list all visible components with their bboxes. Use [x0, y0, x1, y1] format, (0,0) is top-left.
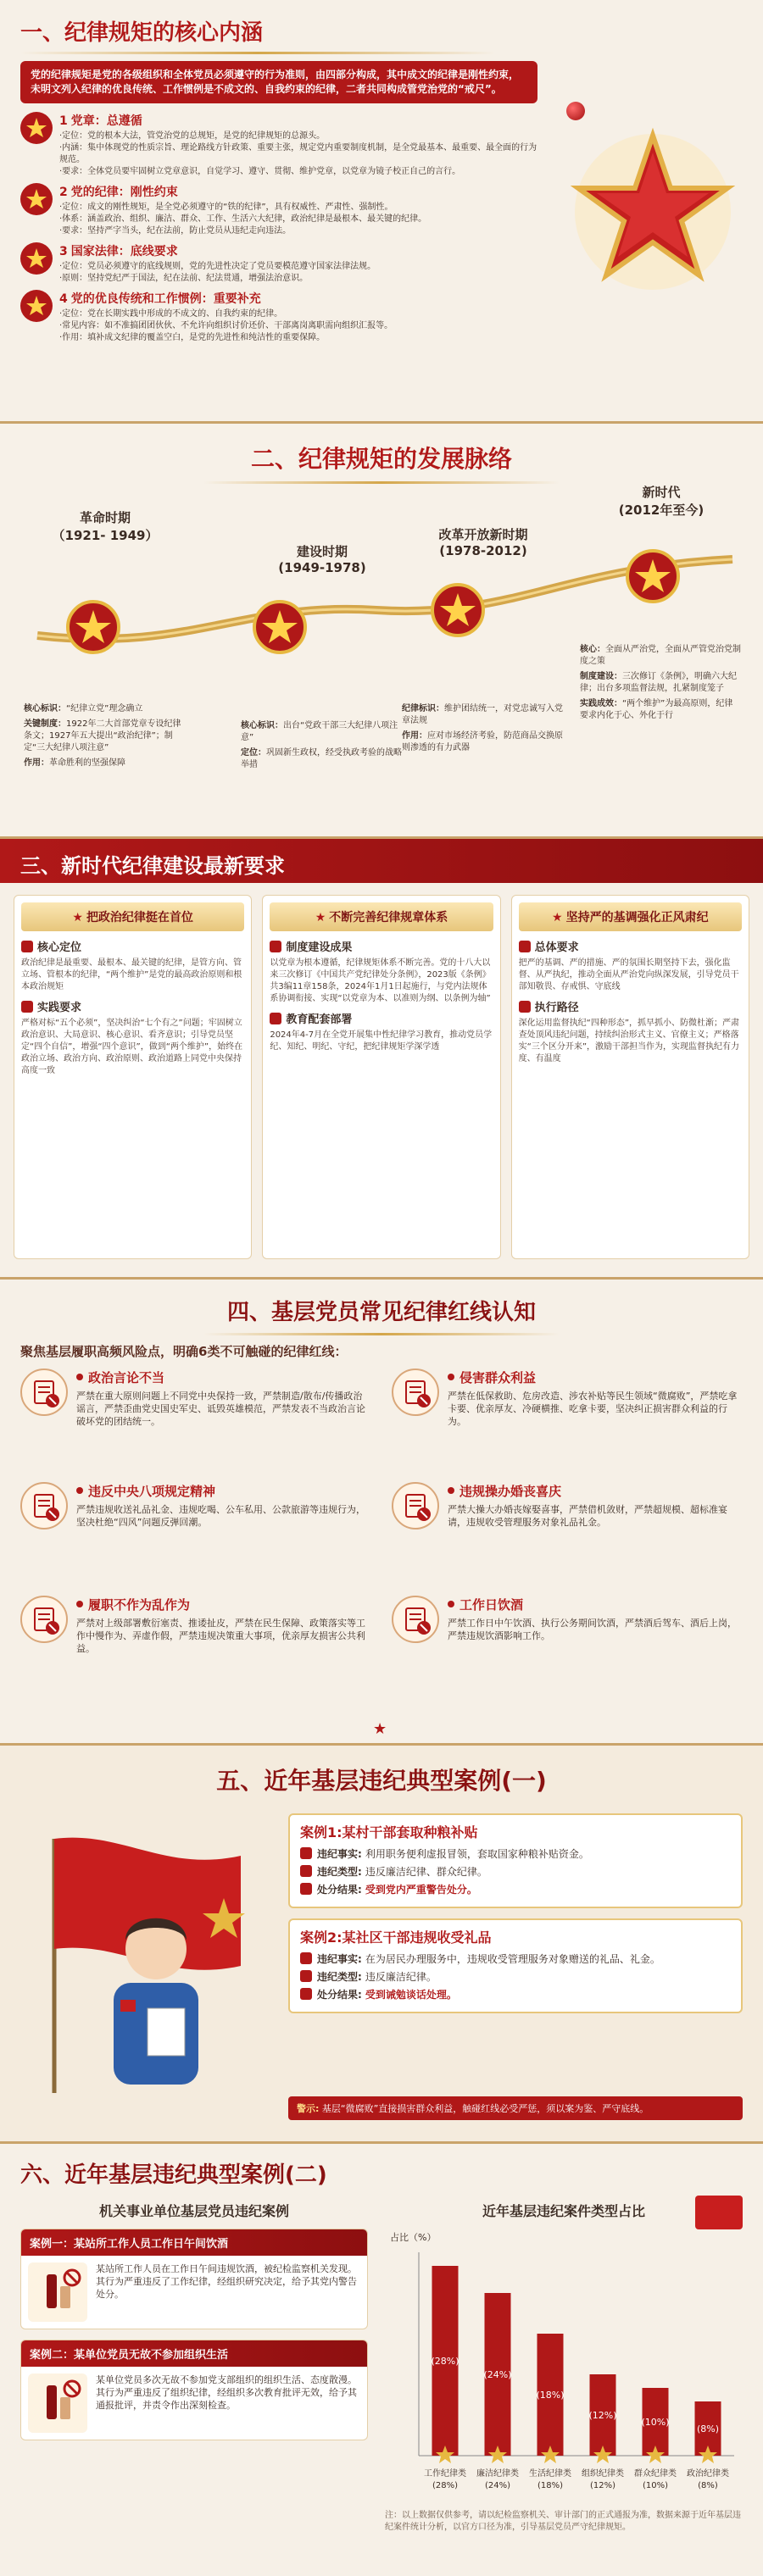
- core-item-line: ·要求：全体党员要牢固树立党章意识，自觉学习、遵守、贯彻、维护党章，以党章为镜子校正自己的言行。: [59, 167, 461, 176]
- block-bullet-icon: [21, 1001, 33, 1013]
- requirement-header: [270, 902, 493, 931]
- section6-right: [385, 2201, 743, 2534]
- period-star-medal-icon: [431, 583, 485, 637]
- chart-value-label: (8%): [696, 2423, 720, 2434]
- unit-case-card: [20, 2340, 368, 2440]
- red-line-text: 严禁在低保救助、危房改造、涉农补贴等民生领域“微腐败”，严禁吃拿卡要、优亲厚友、冷硬横推、吃拿卡要，坚决纠正损害群众利益的行为。: [448, 1391, 738, 1427]
- section3-banner: [0, 839, 763, 883]
- period-body: [580, 644, 741, 725]
- requirement-block-title: [270, 938, 493, 954]
- period-row-text: “纪律立党”理念确立: [66, 704, 143, 713]
- core-item-title: 党章：总遵循: [70, 114, 142, 128]
- section4-subtitle: 聚焦基层履职高频风险点，明确6类不可触碰的纪律红线：: [20, 1344, 348, 1359]
- period-name: 改革开放新时期: [438, 527, 528, 542]
- red-line-title-text: 侵害群众利益: [459, 1370, 537, 1385]
- red-line-body: [76, 1596, 371, 1702]
- case-row-label: 违纪类型:: [317, 1971, 362, 1983]
- requirement-column: [14, 895, 252, 1259]
- period-row-label: 核心标识：: [241, 721, 283, 730]
- chart-category-label: 群众纪律类: [634, 2469, 677, 2479]
- requirement-block-text: 政治纪律是最重要、最根本、最关键的纪律，是管方向、管立场、管根本的纪律，“两个维护”是党的最高政治原则和根本政治规矩: [21, 958, 242, 991]
- chart-category-label: 生活纪律类: [529, 2469, 571, 2479]
- period-star-medal-icon: [253, 600, 307, 654]
- requirement-block-title: [519, 998, 742, 1014]
- red-line-title-text: 违规操办婚丧喜庆: [459, 1484, 562, 1499]
- core-item-title: 党的纪律：刚性约束: [70, 186, 178, 199]
- period-row: [402, 730, 563, 754]
- requirement-header-label: 不断完善纪律规章体系: [329, 911, 448, 924]
- red-dot-icon: [448, 1487, 454, 1494]
- chart-category-label: 工作纪律类: [424, 2469, 466, 2479]
- case-row-text: 利用职务便利虚报冒领，套取国家种粮补贴资金。: [365, 1848, 589, 1860]
- case-row-label: 处分结果:: [317, 1989, 362, 2001]
- section-new-era: [0, 839, 763, 1280]
- requirement-column: [511, 895, 749, 1259]
- core-item: [20, 242, 537, 285]
- section-history: [0, 424, 763, 839]
- case-row: [300, 1864, 731, 1879]
- period-row: [402, 703, 563, 727]
- red-sphere-decor: [566, 102, 585, 120]
- chart-category-label: 政治纪律类: [687, 2469, 729, 2479]
- chart-value-label: (24%): [483, 2369, 512, 2380]
- section5-title: 五、近年基层违纪典型案例(一): [216, 1767, 547, 1795]
- section1-intro: 党的纪律规矩是党的各级组织和全体党员必须遵守的行为准则，由四部分构成，其中成文的纪律是刚性约束，未明文列入纪律的优良传统、工作惯例是不成文的、自我约束的纪律，二者共同构成管党治党的“戒尺”。: [20, 61, 537, 103]
- red-line-grid: [20, 1368, 743, 1709]
- chart-category-value: (10%): [642, 2481, 669, 2490]
- red-line-text: 严禁在重大原则问题上不同党中央保持一致，严禁制造/散布/传播政治谣言，严禁歪曲党史国史军史、诋毁英雄模范，严禁发表不当政治言论破坏党的团结统一。: [76, 1391, 365, 1427]
- core-item-icon: [20, 242, 53, 275]
- case-title: 案例2:某社区干部违规收受礼品: [300, 1929, 492, 1946]
- requirement-header: [519, 902, 742, 931]
- period-row-label: 定位：: [241, 748, 266, 758]
- red-line-title-text: 政治言论不当: [88, 1370, 165, 1385]
- period-row-label: 关键制度：: [24, 719, 66, 729]
- core-item-lines: [59, 261, 376, 285]
- red-line-text: 严禁大操大办婚丧嫁娶喜事，严禁借机敛财，严禁超规模、超标准宴请，违规收受管理服务对象礼品礼金。: [448, 1504, 727, 1528]
- red-line-icon: [20, 1596, 68, 1643]
- chart-category-label: 廉洁纪律类: [476, 2469, 519, 2479]
- section2-header: [20, 441, 743, 484]
- case-row: [300, 1846, 731, 1861]
- core-item: [20, 290, 537, 344]
- chart-value-label: (28%): [431, 2356, 459, 2367]
- chart-category-value: (24%): [484, 2481, 511, 2490]
- red-line-title: [448, 1482, 743, 1500]
- period-years: (1978-2012): [439, 543, 527, 558]
- red-line-title-text: 工作日饮酒: [459, 1597, 524, 1613]
- red-line-title: [448, 1596, 743, 1613]
- case-row-icon: [300, 1952, 312, 1964]
- period-row-text: 1922年二大首部党章专设纪律条文；1927年五大提出“政治纪律”；制定“三大纪律八项注意”: [24, 719, 181, 752]
- chart-category-value: (28%): [432, 2481, 459, 2490]
- period-row-text: 维护团结统一，对党忠诚写入党章法规: [402, 704, 563, 725]
- red-line-icon: [20, 1368, 68, 1416]
- warning-text: 基层“微腐败”直接损害群众利益，触碰红线必受严惩，须以案为鉴、严守底线。: [321, 2103, 649, 2114]
- red-line-item: [20, 1368, 371, 1475]
- red-line-item: [392, 1368, 743, 1475]
- case-row-icon: [300, 1865, 312, 1877]
- period-header: [20, 508, 190, 544]
- requirement-block-text: 严格对标“五个必须”，坚决纠治“七个有之”问题；牢固树立政治意识、大局意识、核心意识、看齐意识；引导党员坚定“四个自信”，增强“四个意识”，做到“两个维护”，始终在政治立场、政治方向、政治原则、政治道路上同党中央保持高度一致: [21, 1019, 243, 1075]
- divider: [203, 481, 560, 484]
- chart-value-label: (12%): [588, 2410, 617, 2421]
- period-name: 建设时期: [296, 544, 348, 559]
- unit-case-icon: [28, 2262, 87, 2322]
- core-item: [20, 183, 537, 237]
- star-icon: ★: [552, 911, 563, 924]
- party-member-illustration: [20, 1822, 275, 2101]
- red-line-text: 严禁对上级部署敷衍塞责、推诿扯皮，严禁在民生保障、政策落实等工作中慢作为、弄虚作假，严禁违规决策重大事项，优亲厚友损害公共利益。: [76, 1618, 365, 1654]
- left-title: 机关事业单位基层党员违纪案例: [98, 2203, 289, 2219]
- section6-title: 六、近年基层违纪典型案例(二): [20, 2162, 327, 2188]
- period-row: [24, 703, 185, 715]
- case-row: [300, 1882, 731, 1896]
- period-years: (1949-1978): [278, 560, 366, 575]
- period-row: [580, 644, 741, 668]
- core-item-line: ·定位：成文的刚性规矩，是全党必须遵守的“铁的纪律”，具有权威性、严肃性、强制性。: [59, 203, 393, 212]
- chart-value-label: (10%): [641, 2417, 670, 2428]
- block-bullet-icon: [270, 1013, 281, 1024]
- period-row-label: 实践成效：: [580, 699, 622, 708]
- red-line-body: [448, 1482, 743, 1589]
- core-item-line: ·定位：党在长期实践中形成的不成文的、自我约束的纪律。: [59, 309, 283, 319]
- chart-category-value: (12%): [589, 2481, 616, 2490]
- chart-category-label: 组织纪律类: [582, 2469, 624, 2479]
- requirement-block-title: [270, 1010, 493, 1026]
- case-row-text: 违反廉洁纪律、群众纪律。: [365, 1866, 487, 1878]
- core-item: [20, 112, 537, 178]
- core-item-line: ·定位：党的根本大法，管党治党的总规矩，是党的纪律规矩的总源头。: [59, 131, 326, 141]
- core-item-num: 4: [59, 292, 68, 306]
- core-item-line: ·要求：坚持严字当头，纪在法前，防止党员从违纪走向违法。: [59, 226, 292, 236]
- star-icon: ★: [315, 911, 326, 924]
- period-row-text: 三次修订《条例》，明确六大纪律；出台多项监督法规，扎紧制度笼子: [580, 672, 737, 693]
- divider: [20, 52, 495, 54]
- core-item-num: 1: [59, 114, 68, 128]
- period-header: [398, 525, 568, 558]
- red-line-body: [76, 1368, 371, 1475]
- core-item-lines: [59, 308, 393, 344]
- period-row-text: “两个维护”为最高原则，纪律要求内化于心、外化于行: [580, 699, 733, 720]
- case-row-text: 违反廉洁纪律。: [365, 1971, 437, 1983]
- period-row-label: 核心：: [580, 645, 605, 654]
- core-item-line: ·定位：党员必须遵守的底线规则，党的先进性决定了党员要模范遵守国家法律法规。: [59, 262, 376, 271]
- case-list: [288, 1813, 743, 2024]
- core-item-num: 2: [59, 186, 68, 199]
- case-row-label: 违纪事实:: [317, 1953, 362, 1965]
- section1-item-list: [20, 112, 537, 344]
- period-star-medal-icon: [626, 549, 680, 603]
- period-star-medal-icon: [66, 600, 120, 654]
- section-cases-1: [0, 1746, 763, 2144]
- unit-case-title: 案例一：某站所工作人员工作日午间饮酒: [21, 2229, 367, 2256]
- period-years: (2012年至今): [618, 502, 705, 518]
- period-row-label: 作用：: [402, 731, 427, 741]
- period-row-label: 纪律标识：: [402, 704, 444, 713]
- period-row-text: 全面从严治党，全面从严管党治党制度之策: [580, 645, 741, 666]
- period-row-text: 巩固新生政权，经受执政考验的战略举措: [241, 748, 402, 769]
- period-name: 革命时期: [79, 510, 131, 525]
- red-line-text: 严禁违规收送礼品礼金、违规吃喝、公车私用、公款旅游等违规行为，坚决杜绝“四风”问题反弹回潮。: [76, 1504, 365, 1528]
- unit-case-card: [20, 2229, 368, 2329]
- core-item-line: ·原则：坚持党纪严于国法，纪在法前、纪法贯通，增强法治意识。: [59, 274, 309, 283]
- case-title: 案例1:某村干部套取种粮补贴: [300, 1824, 478, 1840]
- unit-case-text: 某站所工作人员在工作日午间违规饮酒，被纪检监察机关发现。其行为严重违反了工作纪律，经组织研究决定，给予其党内警告处分。: [96, 2263, 357, 2300]
- core-item-line: ·作用：填补成文纪律的覆盖空白，是党的先进性和纯洁性的重要保障。: [59, 333, 326, 342]
- warning-bar: [288, 2096, 743, 2120]
- red-line-title: [76, 1596, 371, 1613]
- core-item-title: 国家法律：底线要求: [70, 245, 178, 258]
- core-item-icon: [20, 290, 53, 322]
- case-row-label: 违纪事实:: [317, 1848, 362, 1860]
- case-row-icon: [300, 1847, 312, 1859]
- red-line-item: [20, 1482, 371, 1589]
- core-item-lines: [59, 202, 426, 237]
- core-item-icon: [20, 112, 53, 144]
- section3-title: 三、新时代纪律建设最新要求: [20, 854, 285, 878]
- chart-note: 注：以上数据仅供参考，请以纪检监察机关、审计部门的正式通报为准，数据来源于近年基层违纪案件统计分析，以官方口径为准，引导基层党员严守纪律规矩。: [385, 2511, 741, 2532]
- case-row-text: 受到党内严重警告处分。: [365, 1884, 477, 1896]
- case-row-icon: [300, 1970, 312, 1982]
- warning-label: 警示:: [297, 2103, 320, 2114]
- section4-header: [20, 1295, 743, 1335]
- unit-case-row: [21, 2256, 367, 2329]
- red-dot-icon: [448, 1601, 454, 1607]
- section6-left: [20, 2201, 368, 2534]
- core-item-body: [59, 183, 426, 237]
- requirement-block-title: [21, 938, 244, 954]
- requirement-header-label: 坚持严的基调强化正风肃纪: [565, 911, 709, 924]
- case-row-label: 违纪类型:: [317, 1866, 362, 1878]
- red-dot-icon: [76, 1374, 83, 1380]
- requirement-columns: [0, 883, 763, 1271]
- bottom-star-icon: ★: [373, 1720, 387, 1738]
- period-row-text: 革命胜利的坚强保障: [49, 758, 125, 768]
- case-row-label: 处分结果:: [317, 1884, 362, 1896]
- requirement-header: [21, 902, 244, 931]
- period-body: [402, 703, 563, 758]
- period-row: [580, 698, 741, 722]
- red-dot-icon: [76, 1487, 83, 1494]
- period-years: （1921- 1949）: [52, 528, 159, 543]
- case-row-text: 在为居民办理服务中，违规收受管理服务对象赠送的礼品、礼金。: [365, 1953, 660, 1965]
- red-line-text: 严禁工作日中午饮酒、执行公务期间饮酒，严禁酒后驾车、酒后上岗，严禁违规饮酒影响工作。: [448, 1618, 737, 1641]
- block-title-text: 教育配套部署: [286, 1013, 353, 1026]
- block-title-text: 总体要求: [534, 941, 579, 954]
- case-row: [300, 1951, 731, 1966]
- case-row-text: 受到诫勉谈话处理。: [365, 1989, 457, 2001]
- core-item-body: [59, 242, 376, 285]
- unit-case-title: 案例二：某单位党员无故不参加组织生活: [21, 2340, 367, 2367]
- red-line-item: [392, 1482, 743, 1589]
- flag-decor: [695, 2196, 743, 2229]
- block-bullet-icon: [270, 941, 281, 952]
- period-row-label: 核心标识：: [24, 704, 66, 713]
- chart-category-value: (8%): [698, 2481, 718, 2490]
- period-row: [241, 747, 402, 771]
- unit-case-icon: [28, 2373, 87, 2433]
- core-item-line: ·体系：涵盖政治、组织、廉洁、群众、工作、生活六大纪律，政治纪律是最根本、最关键的纪律。: [59, 214, 427, 224]
- red-line-title-text: 违反中央八项规定精神: [88, 1484, 216, 1499]
- unit-case-row: [21, 2367, 367, 2440]
- red-line-title-text: 履职不作为乱作为: [88, 1597, 191, 1613]
- section-core-meaning: [0, 0, 763, 424]
- period-header: [576, 483, 746, 519]
- star-icon: ★: [72, 911, 83, 924]
- red-line-item: [392, 1596, 743, 1702]
- unit-case-text: 某单位党员多次无故不参加党支部组织的组织生活、态度散漫。其行为严重违反了组织纪律，经组织多次教育批评无效，给予其通报批评，并责令作出深刻检查。: [96, 2374, 357, 2411]
- block-title-text: 执行路径: [534, 1002, 579, 1014]
- section2-title: 二、纪律规矩的发展脉络: [250, 445, 512, 473]
- section-red-lines: [0, 1280, 763, 1746]
- section4-title: 四、基层党员常见纪律红线认知: [226, 1300, 536, 1325]
- period-row-text: 应对市场经济考验，防范商品交换原则渗透的有力武器: [402, 731, 563, 752]
- red-dot-icon: [76, 1601, 83, 1607]
- core-item-line: ·内涵：集中体现党的性质宗旨、理论路线方针政策、重要主张，规定党内重要制度机制，是全党最基本、最重要、最全面的行为规范。: [59, 143, 537, 164]
- core-item-num: 3: [59, 245, 68, 258]
- red-star-emblem-icon: [568, 127, 738, 297]
- chart-title: 近年基层违纪案件类型占比: [482, 2203, 645, 2219]
- unit-case-list: [20, 2229, 368, 2440]
- red-line-icon: [392, 1482, 439, 1530]
- period-row: [24, 719, 185, 754]
- red-line-body: [448, 1596, 743, 1702]
- chart-category-value: (18%): [537, 2481, 564, 2490]
- period-body: [241, 720, 402, 774]
- core-item-title: 党的优良传统和工作惯例：重要补充: [70, 292, 261, 306]
- section6-body: [20, 2201, 743, 2534]
- period-row-label: 制度建设：: [580, 672, 622, 681]
- section1-title: 一、纪律规矩的核心内涵: [20, 20, 264, 46]
- core-item-icon: [20, 183, 53, 215]
- red-line-icon: [392, 1368, 439, 1416]
- block-bullet-icon: [519, 1001, 531, 1013]
- requirement-block-title: [21, 998, 244, 1014]
- core-item-body: [59, 290, 393, 344]
- case-row: [300, 1969, 731, 1984]
- block-title-text: 实践要求: [37, 1002, 82, 1014]
- core-item-body: [59, 112, 537, 178]
- red-dot-icon: [448, 1374, 454, 1380]
- red-line-icon: [392, 1596, 439, 1643]
- requirement-block-text: 2024年4-7月在全党开展集中性纪律学习教育，推动党员学纪、知纪、明纪、守纪，把纪律规矩学深学透: [270, 1030, 493, 1052]
- core-item-lines: [59, 130, 537, 178]
- divider: [203, 1333, 560, 1335]
- period-body: [24, 703, 185, 773]
- requirement-column: [262, 895, 500, 1259]
- period-header: [237, 542, 407, 575]
- requirement-block-title: [519, 938, 742, 954]
- red-line-body: [76, 1482, 371, 1589]
- chart-ylabel: 占比（%）: [390, 2232, 437, 2243]
- period-row-text: 出台“党政干部三大纪律八项注意”: [241, 721, 398, 742]
- period-row: [241, 720, 402, 744]
- requirement-block-text: 以党章为根本遵循，纪律规矩体系不断完善。党的十八大以来三次修订《中国共产党纪律处分条例》，2023版《条例》共3编11章158条，2024年1月1日起施行，与党内法规体系协调衔接、实现“以党章为本、以准则为纲、以条例为轴”: [270, 958, 491, 1003]
- block-title-text: 核心定位: [37, 941, 82, 954]
- period-name: 新时代: [642, 485, 681, 500]
- red-line-title: [448, 1368, 743, 1386]
- case-card: [288, 1918, 743, 2013]
- case-card: [288, 1813, 743, 1908]
- red-line-body: [448, 1368, 743, 1475]
- case-row: [300, 1987, 731, 2001]
- requirement-header-label: 把政治纪律挺在首位: [86, 911, 193, 924]
- requirement-block-text: 把严的基调、严的措施、严的氛围长期坚持下去，强化监督、从严执纪，推动全面从严治党向纵深发展，引导党员干部知敬畏、存戒惧、守底线: [518, 958, 739, 991]
- requirement-block-text: 深化运用监督执纪“四种形态”，抓早抓小、防微杜渐；严肃查处顶风违纪问题，持续纠治形式主义、官僚主义；严格落实“三个区分开来”，激励干部担当作为，实现监督执纪有力度、有温度: [518, 1019, 740, 1063]
- core-item-line: ·常见内容：如不准搞团团伙伙、不允许向组织讨价还价、干部离岗离职需向组织汇报等。: [59, 321, 393, 330]
- red-line-icon: [20, 1482, 68, 1530]
- block-bullet-icon: [21, 941, 33, 952]
- block-title-text: 制度建设成果: [286, 941, 353, 954]
- red-line-title: [76, 1368, 371, 1386]
- chart-value-label: (18%): [536, 2390, 565, 2401]
- section-cases-2: [0, 2144, 763, 2576]
- case-row-icon: [300, 1988, 312, 2000]
- red-line-item: [20, 1596, 371, 1702]
- violation-type-bar-chart: [385, 2227, 743, 2507]
- block-bullet-icon: [519, 941, 531, 952]
- section5-header: [20, 1763, 743, 1796]
- period-row: [24, 758, 185, 769]
- period-row-label: 作用：: [24, 758, 49, 768]
- case-row-icon: [300, 1883, 312, 1895]
- red-line-title: [76, 1482, 371, 1500]
- period-row: [580, 671, 741, 695]
